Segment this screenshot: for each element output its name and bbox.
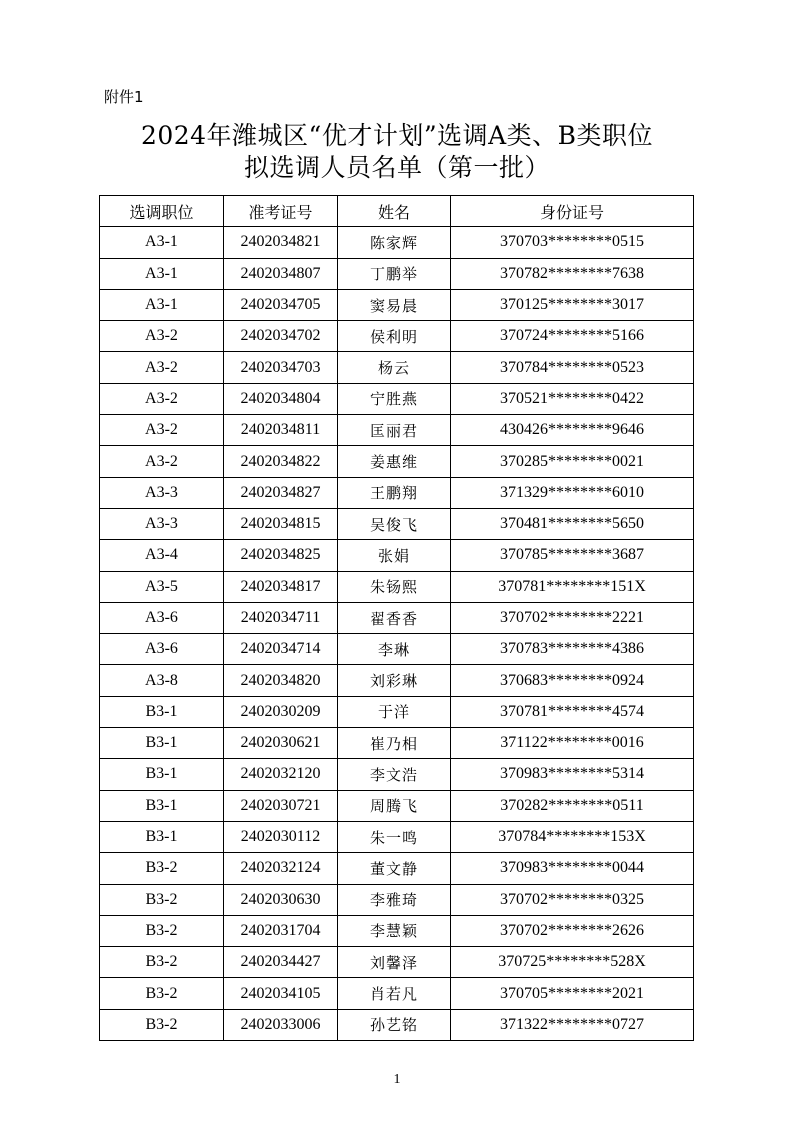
id-number-cell: 370702********0325 xyxy=(451,884,694,915)
exam-number-cell: 2402030630 xyxy=(224,884,338,915)
exam-number-cell: 2402030621 xyxy=(224,728,338,759)
exam-number-cell: 2402034427 xyxy=(224,947,338,978)
position-cell: A3-2 xyxy=(100,321,224,352)
id-number-cell: 370725********528X xyxy=(451,947,694,978)
exam-number-cell: 2402034711 xyxy=(224,602,338,633)
position-cell: A3-3 xyxy=(100,508,224,539)
id-number-cell: 371322********0727 xyxy=(451,1009,694,1040)
exam-number-cell: 2402034815 xyxy=(224,508,338,539)
name-cell: 匡丽君 xyxy=(338,415,451,446)
header-position: 选调职位 xyxy=(100,196,224,227)
table-row xyxy=(100,884,694,915)
position-cell: B3-1 xyxy=(100,759,224,790)
exam-number-cell: 2402034825 xyxy=(224,540,338,571)
name-cell: 翟香香 xyxy=(338,602,451,633)
exam-number-cell: 2402030209 xyxy=(224,696,338,727)
id-number-cell: 370784********0523 xyxy=(451,352,694,383)
table-row xyxy=(100,759,694,790)
id-number-cell: 370702********2626 xyxy=(451,915,694,946)
position-cell: B3-2 xyxy=(100,915,224,946)
name-cell: 张娟 xyxy=(338,540,451,571)
id-number-cell: 370703********0515 xyxy=(451,227,694,258)
id-number-cell: 430426********9646 xyxy=(451,415,694,446)
table-row xyxy=(100,947,694,978)
table-body xyxy=(100,227,694,1041)
table-header-row xyxy=(100,196,694,227)
name-cell: 李琳 xyxy=(338,634,451,665)
exam-number-cell: 2402030721 xyxy=(224,790,338,821)
exam-number-cell: 2402034807 xyxy=(224,258,338,289)
position-cell: A3-1 xyxy=(100,289,224,320)
position-cell: B3-2 xyxy=(100,853,224,884)
exam-number-cell: 2402034820 xyxy=(224,665,338,696)
table-row xyxy=(100,634,694,665)
table-row xyxy=(100,289,694,320)
position-cell: B3-1 xyxy=(100,696,224,727)
exam-number-cell: 2402034702 xyxy=(224,321,338,352)
position-cell: B3-2 xyxy=(100,978,224,1009)
position-cell: A3-2 xyxy=(100,383,224,414)
id-number-cell: 370481********5650 xyxy=(451,508,694,539)
name-cell: 朱一鸣 xyxy=(338,821,451,852)
page-number: 1 xyxy=(393,1072,401,1087)
name-cell: 王鹏翔 xyxy=(338,477,451,508)
exam-number-cell: 2402034705 xyxy=(224,289,338,320)
name-cell: 窦易晨 xyxy=(338,289,451,320)
exam-number-cell: 2402032124 xyxy=(224,853,338,884)
table-row xyxy=(100,352,694,383)
name-cell: 刘彩琳 xyxy=(338,665,451,696)
table-row xyxy=(100,915,694,946)
name-cell: 吴俊飞 xyxy=(338,508,451,539)
position-cell: A3-2 xyxy=(100,415,224,446)
name-cell: 孙艺铭 xyxy=(338,1009,451,1040)
table-row xyxy=(100,853,694,884)
exam-number-cell: 2402034817 xyxy=(224,571,338,602)
table-row xyxy=(100,665,694,696)
table-row xyxy=(100,1009,694,1040)
name-cell: 李雅琦 xyxy=(338,884,451,915)
name-cell: 周腾飞 xyxy=(338,790,451,821)
id-number-cell: 370702********2221 xyxy=(451,602,694,633)
id-number-cell: 370705********2021 xyxy=(451,978,694,1009)
position-cell: A3-1 xyxy=(100,227,224,258)
table-row xyxy=(100,415,694,446)
id-number-cell: 371329********6010 xyxy=(451,477,694,508)
header-name: 姓名 xyxy=(338,196,451,227)
exam-number-cell: 2402034827 xyxy=(224,477,338,508)
exam-number-cell: 2402032120 xyxy=(224,759,338,790)
exam-number-cell: 2402034105 xyxy=(224,978,338,1009)
position-cell: A3-2 xyxy=(100,446,224,477)
id-number-cell: 370781********151X xyxy=(451,571,694,602)
candidate-table xyxy=(99,195,694,1041)
position-cell: B3-1 xyxy=(100,821,224,852)
exam-number-cell: 2402034804 xyxy=(224,383,338,414)
table-row xyxy=(100,446,694,477)
name-cell: 宁胜燕 xyxy=(338,383,451,414)
position-cell: A3-2 xyxy=(100,352,224,383)
name-cell: 崔乃相 xyxy=(338,728,451,759)
id-number-cell: 371122********0016 xyxy=(451,728,694,759)
exam-number-cell: 2402034822 xyxy=(224,446,338,477)
id-number-cell: 370285********0021 xyxy=(451,446,694,477)
position-cell: A3-4 xyxy=(100,540,224,571)
table-row xyxy=(100,258,694,289)
position-cell: A3-5 xyxy=(100,571,224,602)
table-row xyxy=(100,571,694,602)
attachment-label: 附件1 xyxy=(104,88,144,106)
id-number-cell: 370724********5166 xyxy=(451,321,694,352)
id-number-cell: 370983********5314 xyxy=(451,759,694,790)
table-row xyxy=(100,821,694,852)
position-cell: A3-8 xyxy=(100,665,224,696)
id-number-cell: 370282********0511 xyxy=(451,790,694,821)
exam-number-cell: 2402034703 xyxy=(224,352,338,383)
id-number-cell: 370683********0924 xyxy=(451,665,694,696)
id-number-cell: 370782********7638 xyxy=(451,258,694,289)
name-cell: 陈家辉 xyxy=(338,227,451,258)
id-number-cell: 370781********4574 xyxy=(451,696,694,727)
name-cell: 朱钖熙 xyxy=(338,571,451,602)
id-number-cell: 370521********0422 xyxy=(451,383,694,414)
table-row xyxy=(100,978,694,1009)
header-exam-number: 准考证号 xyxy=(224,196,338,227)
table-row xyxy=(100,602,694,633)
id-number-cell: 370785********3687 xyxy=(451,540,694,571)
table-row xyxy=(100,383,694,414)
id-number-cell: 370783********4386 xyxy=(451,634,694,665)
position-cell: A3-6 xyxy=(100,602,224,633)
id-number-cell: 370784********153X xyxy=(451,821,694,852)
position-cell: A3-6 xyxy=(100,634,224,665)
exam-number-cell: 2402030112 xyxy=(224,821,338,852)
name-cell: 李文浩 xyxy=(338,759,451,790)
position-cell: B3-1 xyxy=(100,728,224,759)
header-id-number: 身份证号 xyxy=(451,196,694,227)
document-title-line-1: 2024年潍城区“优才计划”选调A类、B类职位 xyxy=(140,121,654,150)
name-cell: 董文静 xyxy=(338,853,451,884)
table-row xyxy=(100,728,694,759)
name-cell: 李慧颖 xyxy=(338,915,451,946)
table-row xyxy=(100,508,694,539)
exam-number-cell: 2402033006 xyxy=(224,1009,338,1040)
id-number-cell: 370125********3017 xyxy=(451,289,694,320)
exam-number-cell: 2402034821 xyxy=(224,227,338,258)
name-cell: 侯利明 xyxy=(338,321,451,352)
name-cell: 姜惠维 xyxy=(338,446,451,477)
table-row xyxy=(100,477,694,508)
name-cell: 肖若凡 xyxy=(338,978,451,1009)
exam-number-cell: 2402031704 xyxy=(224,915,338,946)
table-row xyxy=(100,696,694,727)
name-cell: 杨云 xyxy=(338,352,451,383)
exam-number-cell: 2402034714 xyxy=(224,634,338,665)
table-row xyxy=(100,321,694,352)
table-row xyxy=(100,790,694,821)
name-cell: 于洋 xyxy=(338,696,451,727)
table-row xyxy=(100,540,694,571)
position-cell: B3-2 xyxy=(100,1009,224,1040)
table-row xyxy=(100,227,694,258)
id-number-cell: 370983********0044 xyxy=(451,853,694,884)
name-cell: 刘馨泽 xyxy=(338,947,451,978)
position-cell: B3-2 xyxy=(100,947,224,978)
position-cell: B3-1 xyxy=(100,790,224,821)
exam-number-cell: 2402034811 xyxy=(224,415,338,446)
document-title-line-2: 拟选调人员名单（第一批） xyxy=(243,153,550,182)
position-cell: A3-1 xyxy=(100,258,224,289)
position-cell: B3-2 xyxy=(100,884,224,915)
position-cell: A3-3 xyxy=(100,477,224,508)
name-cell: 丁鹏举 xyxy=(338,258,451,289)
